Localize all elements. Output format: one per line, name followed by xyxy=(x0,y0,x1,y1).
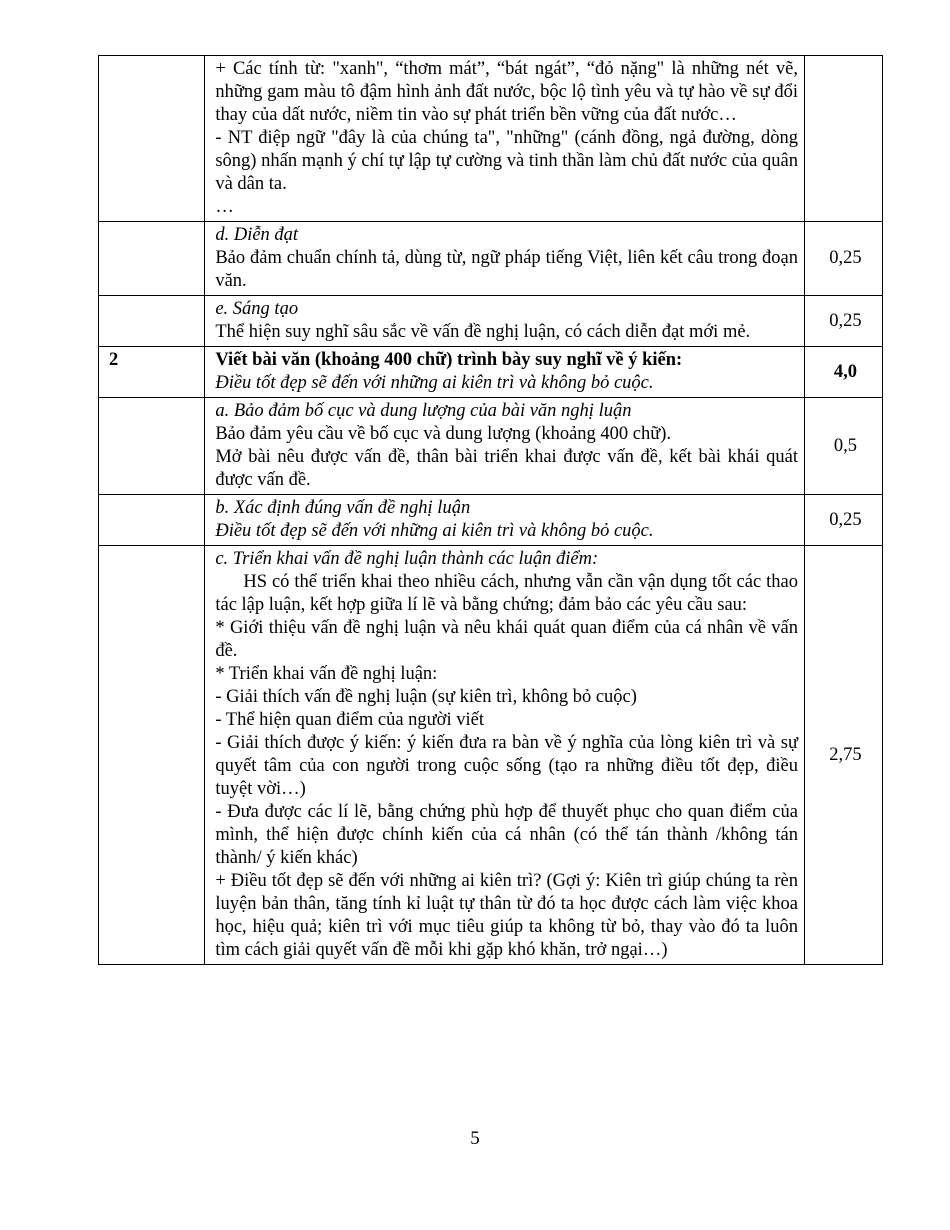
question-number-cell xyxy=(99,222,205,296)
content-line: Điều tốt đẹp sẽ đến với những ai kiên trì và không bỏ cuộc. xyxy=(215,521,654,541)
intro-paragraph: HS có thể triển khai theo nhiều cách, nhưng vẫn cần vận dụng tốt các thao tác lập luận, kết hợp giữa lí lẽ và bằng chứng; đảm bảo các yêu cầu sau: xyxy=(215,572,798,615)
table-row xyxy=(99,296,883,347)
content-cell xyxy=(205,296,805,347)
question-number-cell: 2 xyxy=(99,347,205,398)
question-number-cell xyxy=(99,56,205,222)
page-number: 5 xyxy=(470,1128,480,1149)
content-cell xyxy=(205,347,805,398)
score-cell: 0,25 xyxy=(804,296,882,347)
content-line: … xyxy=(215,197,234,217)
criterion-heading: d. Diễn đạt xyxy=(215,225,299,245)
score-cell: 0,5 xyxy=(804,398,882,495)
content-line: + Điều tốt đẹp sẽ đến với những ai kiên trì? (Gợi ý: Kiên trì giúp chúng ta rèn luyện bản thân, tăng tính kỉ luật tự thân từ đó ta học được cách làm việc khoa học, hiệu quả; kiên trì với mục tiêu giúp ta không từ bỏ, thay vào đó ta luôn tìm cách giải quyết vấn đề mỗi khi gặp khó khăn, trở ngại…) xyxy=(215,871,798,960)
content-cell xyxy=(205,56,805,222)
table-row xyxy=(99,398,883,495)
criterion-heading: b. Xác định đúng vấn đề nghị luận xyxy=(215,498,471,518)
scoring-rubric-table xyxy=(98,55,883,965)
content-cell xyxy=(205,495,805,546)
table-row xyxy=(99,546,883,965)
question-title: Viết bài văn (khoảng 400 chữ) trình bày suy nghĩ về ý kiến: xyxy=(215,350,683,370)
table-row xyxy=(99,56,883,222)
question-number-cell xyxy=(99,546,205,965)
score-cell: 0,25 xyxy=(804,495,882,546)
content-line: + Các tính từ: "xanh", “thơm mát”, “bát ngát”, “đỏ nặng" là những nét vẽ, những gam màu tô đậm hình ảnh đất nước, bộc lộ tình yêu và tự hào về sự đổi thay của dất nước, niềm tin vào sự phát triển bền vững của đất nước… xyxy=(215,59,798,125)
table-row xyxy=(99,495,883,546)
content-line: - Giải thích được ý kiến: ý kiến đưa ra bàn về ý nghĩa của lòng kiên trì và sự quyết tâm của con người trong cuộc sống (tạo ra những điều tốt đẹp, điều tuyệt vời…) xyxy=(215,733,798,799)
content-line: Mở bài nêu được vấn đề, thân bài triển khai được vấn đề, kết bài khái quát được vấn đề. xyxy=(215,447,798,490)
question-number-cell xyxy=(99,296,205,347)
table-row xyxy=(99,347,883,398)
content-line: - Giải thích vấn đề nghị luận (sự kiên trì, không bỏ cuộc) xyxy=(215,687,637,707)
content-line: Bảo đảm chuẩn chính tả, dùng từ, ngữ pháp tiếng Việt, liên kết câu trong đoạn văn. xyxy=(215,248,798,291)
content-line: - Thể hiện quan điểm của người viết xyxy=(215,710,484,730)
score-cell xyxy=(804,56,882,222)
content-line: Thể hiện suy nghĩ sâu sắc về vấn đề nghị luận, có cách diễn đạt mới mẻ. xyxy=(215,322,751,342)
criterion-heading: a. Bảo đảm bố cục và dung lượng của bài văn nghị luận xyxy=(215,401,632,421)
question-number-cell xyxy=(99,495,205,546)
content-cell xyxy=(205,398,805,495)
question-number-cell xyxy=(99,398,205,495)
content-line: * Triển khai vấn đề nghị luận: xyxy=(215,664,438,684)
content-line: * Giới thiệu vấn đề nghị luận và nêu khái quát quan điểm của cá nhân về vấn đề. xyxy=(215,618,798,661)
score-cell: 0,25 xyxy=(804,222,882,296)
content-cell xyxy=(205,546,805,965)
score-cell: 2,75 xyxy=(804,546,882,965)
content-line: - Đưa được các lí lẽ, bằng chứng phù hợp để thuyết phục cho quan điểm của mình, thể hiện được chính kiến của cá nhân (có thể tán thành /không tán thành/ ý kiến khác) xyxy=(215,802,798,868)
criterion-heading: c. Triển khai vấn đề nghị luận thành các luận điểm: xyxy=(215,549,599,569)
content-line: Bảo đảm yêu cầu về bố cục và dung lượng (khoảng 400 chữ). xyxy=(215,424,672,444)
score-cell: 4,0 xyxy=(804,347,882,398)
criterion-heading: e. Sáng tạo xyxy=(215,299,299,319)
content-line: - NT điệp ngữ "đây là của chúng ta", "những" (cánh đồng, ngả đường, dòng sông) nhấn mạnh ý chí tự lập tự cường và tinh thần làm chủ đất nước của quân và dân ta. xyxy=(215,128,798,194)
table-row xyxy=(99,222,883,296)
question-prompt: Điều tốt đẹp sẽ đến với những ai kiên trì và không bỏ cuộc. xyxy=(215,373,654,393)
content-cell xyxy=(205,222,805,296)
